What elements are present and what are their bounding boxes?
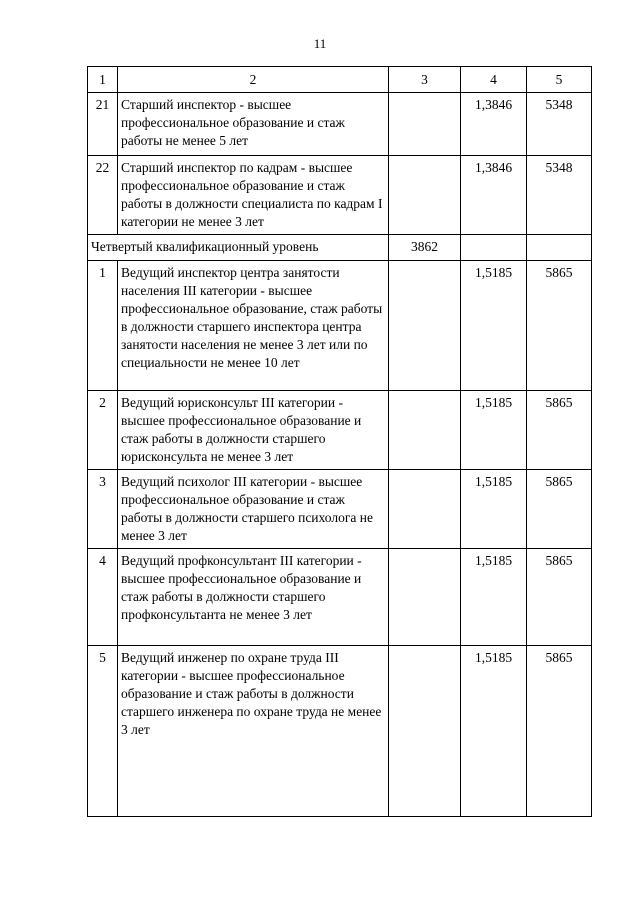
salary-cell: 5865	[527, 549, 592, 646]
table-row	[88, 470, 592, 549]
table-row	[88, 93, 592, 156]
qualification-level-value: 3862	[389, 235, 461, 261]
group-value-cell	[389, 646, 461, 817]
salary-cell: 5348	[527, 93, 592, 156]
qualification-level-row	[88, 235, 592, 261]
column-header: 2	[118, 67, 389, 93]
position-description: Ведущий инспектор центра занятости населения III категории - высшее профессиональное образование, стаж работы в должности старшего инспектора центра занятости населения не менее 3 лет или по специальности не менее 10 лет	[118, 261, 389, 391]
coefficient-cell: 1,3846	[461, 156, 527, 235]
coefficient-cell: 1,5185	[461, 549, 527, 646]
position-description: Ведущий инженер по охране труда III категории - высшее профессиональное образование и стаж работы в должности старшего инженера по охране труда не менее 3 лет	[118, 646, 389, 817]
table-row	[88, 646, 592, 817]
position-description: Ведущий юрисконсульт III категории - высшее профессиональное образование и стаж работы в должности старшего юрисконсульта не менее 3 лет	[118, 391, 389, 470]
row-number: 5	[88, 646, 118, 817]
empty-cell	[461, 235, 527, 261]
salary-cell: 5865	[527, 261, 592, 391]
column-header: 1	[88, 67, 118, 93]
row-number: 2	[88, 391, 118, 470]
coefficient-cell: 1,5185	[461, 470, 527, 549]
column-header: 4	[461, 67, 527, 93]
qualification-table	[87, 66, 592, 817]
row-number: 21	[88, 93, 118, 156]
coefficient-cell: 1,5185	[461, 261, 527, 391]
column-header: 5	[527, 67, 592, 93]
table-row	[88, 156, 592, 235]
qualification-level-label: Четвертый квалификационный уровень	[88, 235, 389, 261]
table-row	[88, 261, 592, 391]
position-description: Ведущий профконсультант III категории - высшее профессиональное образование и стаж работы в должности старшего профконсультанта не менее 3 лет	[118, 549, 389, 646]
row-number: 1	[88, 261, 118, 391]
row-number: 22	[88, 156, 118, 235]
salary-cell: 5865	[527, 470, 592, 549]
salary-cell: 5865	[527, 391, 592, 470]
coefficient-cell: 1,5185	[461, 391, 527, 470]
salary-cell: 5348	[527, 156, 592, 235]
table-header-row	[88, 67, 592, 93]
table-row	[88, 549, 592, 646]
coefficient-cell: 1,3846	[461, 93, 527, 156]
column-header: 3	[389, 67, 461, 93]
group-value-cell	[389, 470, 461, 549]
group-value-cell	[389, 156, 461, 235]
position-description: Старший инспектор - высшее профессиональное образование и стаж работы не менее 5 лет	[118, 93, 389, 156]
group-value-cell	[389, 93, 461, 156]
group-value-cell	[389, 549, 461, 646]
page-number: 11	[313, 36, 327, 51]
group-value-cell	[389, 261, 461, 391]
empty-cell	[527, 235, 592, 261]
salary-cell: 5865	[527, 646, 592, 817]
group-value-cell	[389, 391, 461, 470]
row-number: 4	[88, 549, 118, 646]
position-description: Старший инспектор по кадрам - высшее профессиональное образование и стаж работы в должности специалиста по кадрам I категории не менее 3 лет	[118, 156, 389, 235]
table-row	[88, 391, 592, 470]
row-number: 3	[88, 470, 118, 549]
position-description: Ведущий психолог III категории - высшее профессиональное образование и стаж работы в должности старшего психолога не менее 3 лет	[118, 470, 389, 549]
coefficient-cell: 1,5185	[461, 646, 527, 817]
